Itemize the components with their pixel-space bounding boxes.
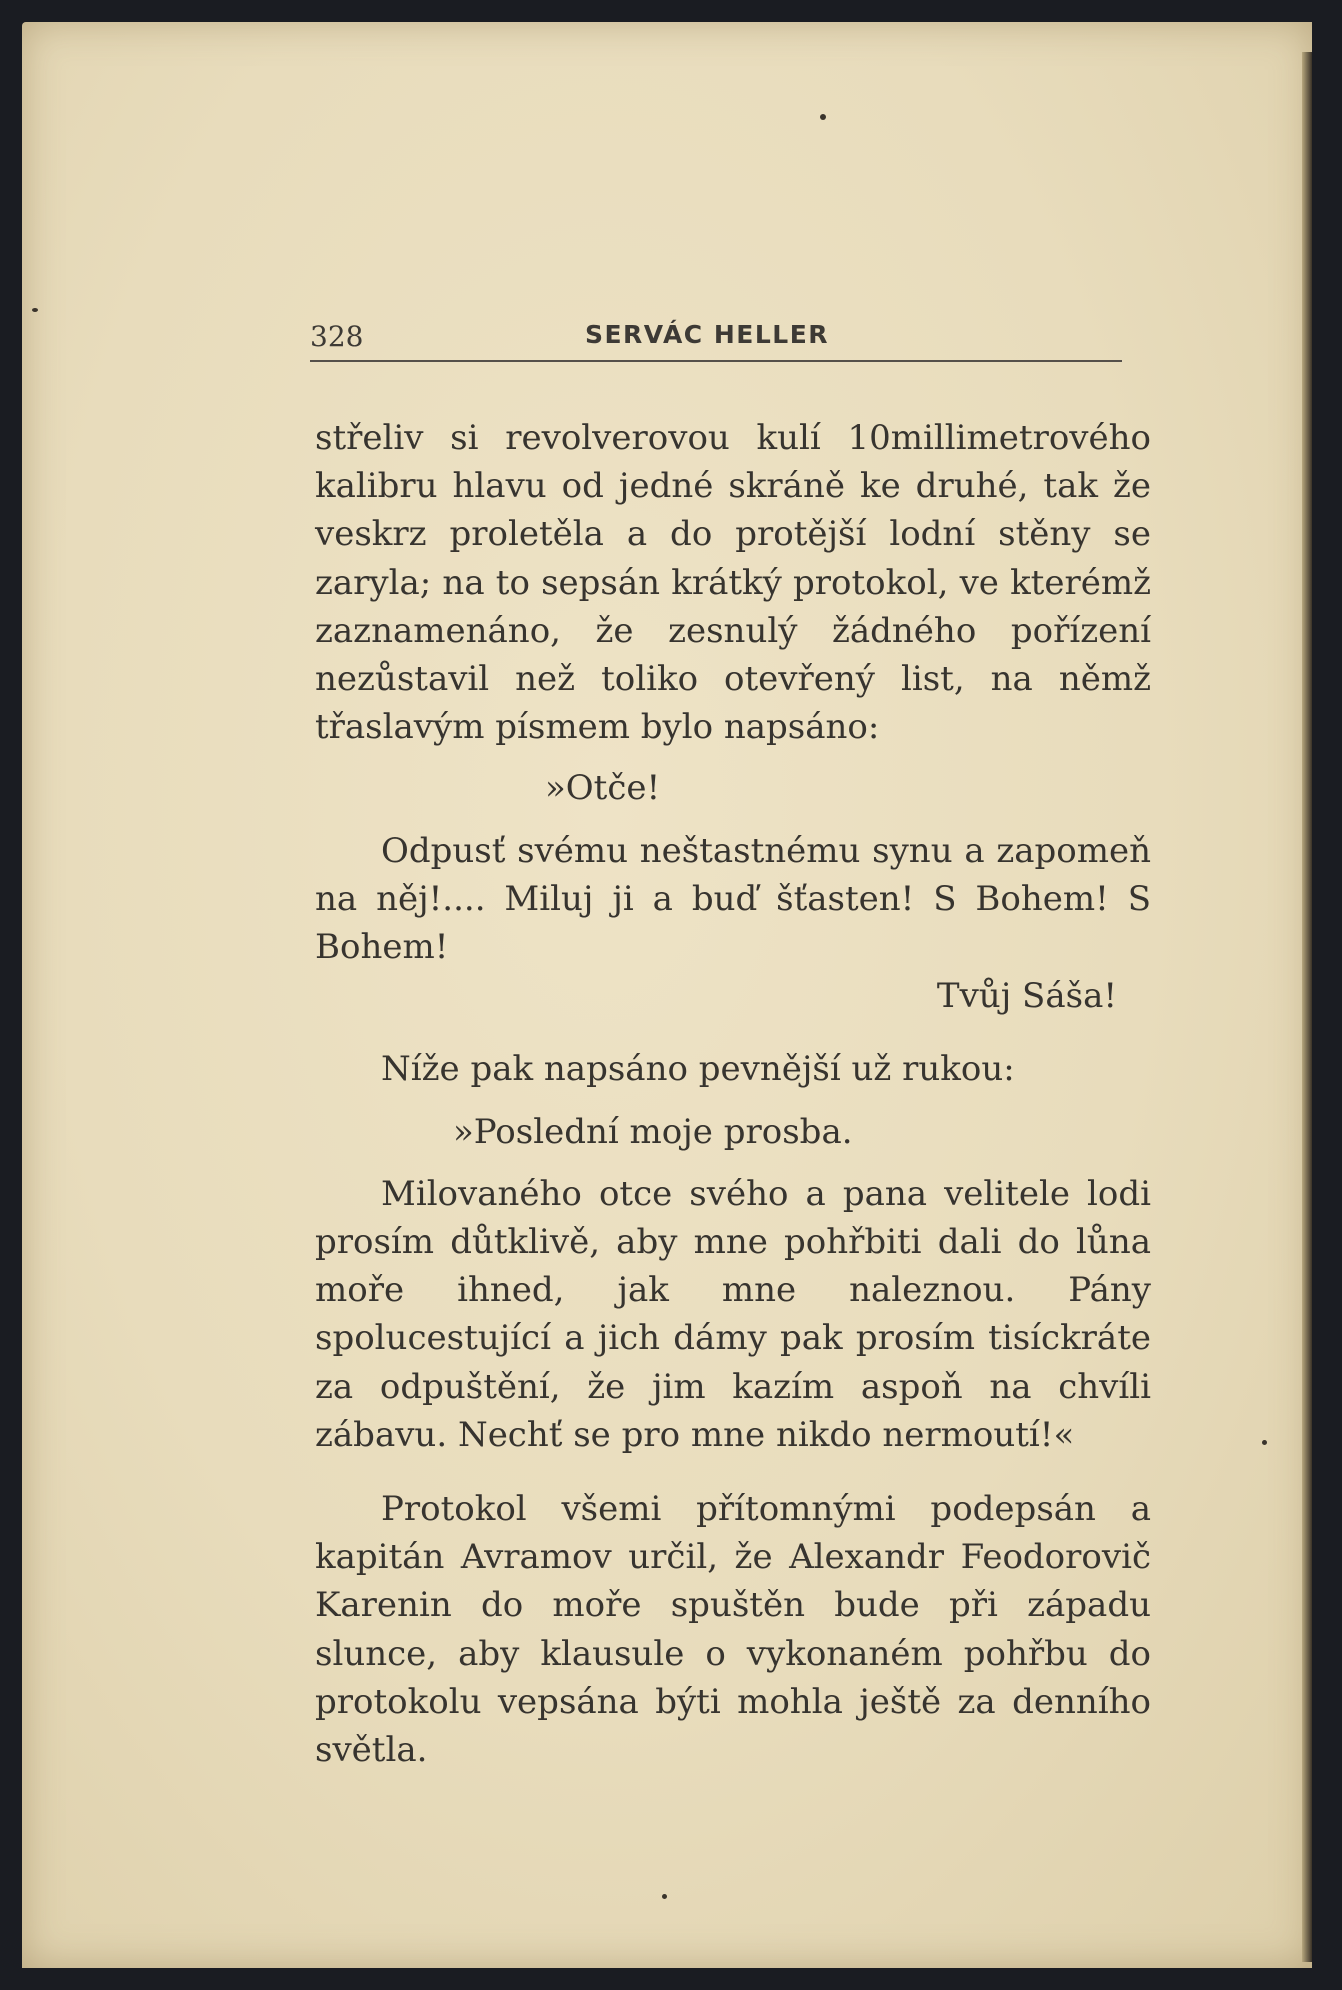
letter-signature: Tvůj Sáša! [936, 976, 1117, 1017]
paragraph-protocol: Protokol všemi přítomnými podepsán a kapitán Avramov určil, že Alexandr Feodorovič Karenin do moře spuštěn bude při západu slunce, aby klausule o vykonaném pohřbu do protokolu vepsána býti mohla ještě za denního světla. [315, 1489, 1151, 1771]
last-request-body: Milovaného otce svého a pana velitele lodi prosím důtklivě, aby mne pohřbiti dali do lůna moře ihned, jak mne naleznou. Pány spolucestující a jich dámy pak prosím tisíckráte za odpuštění, že jim kazím aspoň na chvíli zábavu. Nechť se pro mne nikdo nermoutí!« [315, 1173, 1151, 1455]
header-rule [310, 360, 1122, 362]
running-title: SERVÁC HELLER [584, 320, 830, 349]
book-page [22, 22, 1312, 1968]
last-request-title: »Poslední moje prosba. [453, 1111, 853, 1152]
ink-speck [662, 1894, 667, 1899]
page-edge-shadow [1302, 52, 1312, 1962]
page-header [292, 314, 1122, 364]
body-text [315, 414, 1151, 1774]
ink-speck [1262, 1440, 1267, 1445]
page-number: 328 [310, 320, 364, 353]
letter-body: Odpusť svému neštastnému synu a zapomeň na něj!.... Miluj ji a buď šťasten! S Bohem! S Bohem! [315, 830, 1151, 968]
letter-salutation: »Otče! [545, 768, 661, 809]
ink-speck [820, 114, 826, 120]
paragraph-opening: střeliv si revolverovou kulí 10millimetrového kalibru hlavu od jedné skráně ke druhé, tak že veskrz proletěla a do protější lodní stěny se zaryla; na to sepsán krátký protokol, ve kterémž zaznamenáno, že zesnulý žádného pořízení nezůstavil než toliko otevřený list, na němž třaslavým písmem bylo napsáno: [315, 418, 1151, 748]
paragraph-below-intro: Níže pak napsáno pevnější už rukou: [381, 1049, 1015, 1090]
ink-speck [32, 308, 38, 312]
